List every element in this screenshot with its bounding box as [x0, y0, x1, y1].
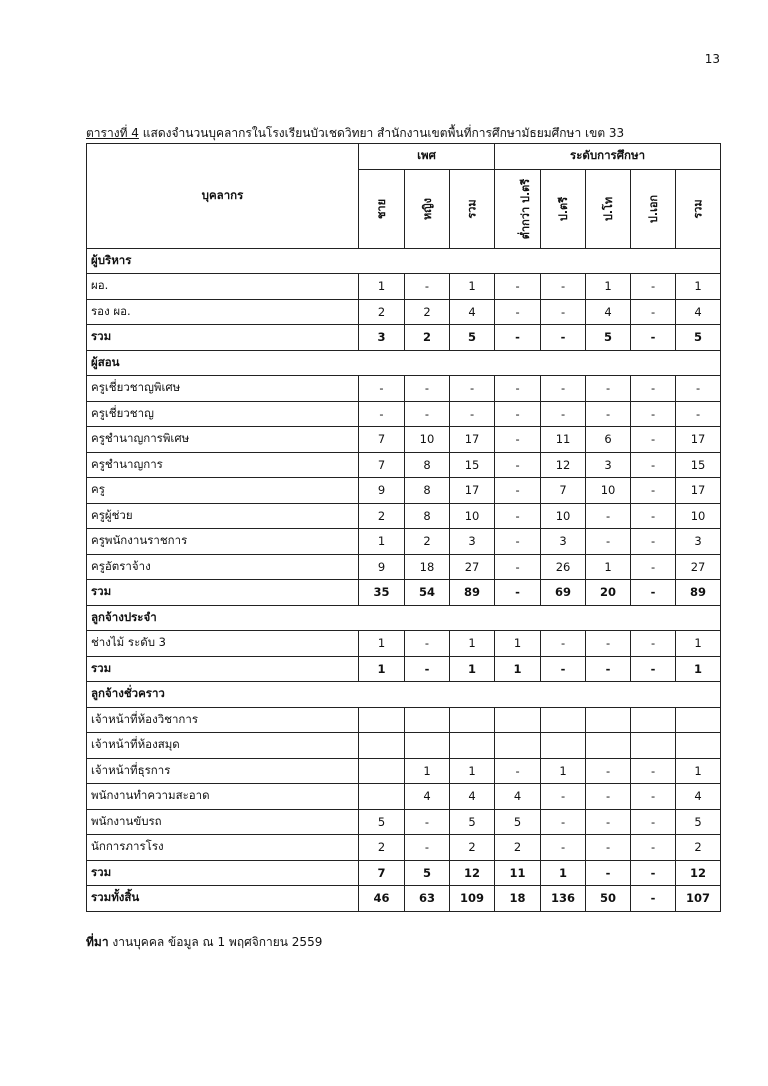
caption-label: ตารางที่ 4	[86, 126, 139, 140]
table-cell: -	[631, 478, 676, 504]
grand-total-row	[87, 886, 721, 912]
table-cell	[359, 733, 405, 759]
table-cell: 1	[676, 274, 721, 300]
table-cell	[586, 733, 631, 759]
table-cell	[359, 707, 405, 733]
table-cell: 50	[586, 886, 631, 912]
table-cell: 20	[586, 580, 631, 606]
header-bachelor	[541, 169, 586, 248]
table-cell: 17	[450, 478, 495, 504]
table-cell: 107	[676, 886, 721, 912]
table-cell: 5	[676, 809, 721, 835]
row-label: รวมทั้งสิ้น	[87, 886, 359, 912]
section-header-row	[87, 248, 721, 274]
table-cell	[405, 707, 450, 733]
table-cell: -	[541, 325, 586, 351]
header-gender: เพศ	[359, 144, 495, 170]
table-cell: -	[631, 580, 676, 606]
row-label: พนักงานทำความสะอาด	[87, 784, 359, 810]
table-cell: 9	[359, 554, 405, 580]
row-label: ครูพนักงานราชการ	[87, 529, 359, 555]
table-cell: -	[541, 299, 586, 325]
row-label: รวม	[87, 580, 359, 606]
table-cell: 5	[495, 809, 541, 835]
table-cell: -	[495, 503, 541, 529]
table-cell	[586, 707, 631, 733]
table-cell: 3	[586, 452, 631, 478]
table-row	[87, 784, 721, 810]
table-cell: 136	[541, 886, 586, 912]
table-cell: 27	[450, 554, 495, 580]
table-cell: -	[631, 656, 676, 682]
table-cell: 1	[541, 758, 586, 784]
table-cell: 7	[359, 427, 405, 453]
table-cell: -	[541, 631, 586, 657]
table-cell: -	[631, 886, 676, 912]
table-cell: 4	[676, 784, 721, 810]
table-cell: 1	[676, 631, 721, 657]
row-label: ผอ.	[87, 274, 359, 300]
header-gender-total	[450, 169, 495, 248]
table-row	[87, 452, 721, 478]
table-cell: 3	[450, 529, 495, 555]
table-row	[87, 401, 721, 427]
table-cell: 3	[541, 529, 586, 555]
table-cell: 10	[405, 427, 450, 453]
table-row	[87, 274, 721, 300]
table-cell: -	[631, 784, 676, 810]
table-cell: 27	[676, 554, 721, 580]
table-row	[87, 809, 721, 835]
header-below-bachelor-text: ต่ำกว่า ป.ตรี	[519, 178, 533, 239]
row-label: ครู	[87, 478, 359, 504]
table-cell: -	[676, 376, 721, 402]
table-cell: 5	[676, 325, 721, 351]
table-cell: 6	[586, 427, 631, 453]
table-cell: 8	[405, 503, 450, 529]
table-cell	[541, 707, 586, 733]
table-cell: -	[541, 809, 586, 835]
table-cell: 10	[586, 478, 631, 504]
row-label: ช่างไม้ ระดับ 3	[87, 631, 359, 657]
table-cell: 1	[359, 631, 405, 657]
header-bachelor-text: ป.ตรี	[557, 196, 571, 221]
table-cell: 2	[405, 529, 450, 555]
page-number: 13	[704, 52, 720, 66]
table-cell: 1	[541, 860, 586, 886]
table-cell: 26	[541, 554, 586, 580]
table-cell: -	[405, 809, 450, 835]
header-master	[586, 169, 631, 248]
table-cell: 12	[541, 452, 586, 478]
table-cell: 8	[405, 478, 450, 504]
table-cell	[450, 733, 495, 759]
section-header-row	[87, 682, 721, 708]
table-cell: -	[586, 503, 631, 529]
table-cell: -	[450, 401, 495, 427]
table-cell: -	[405, 401, 450, 427]
table-cell: 1	[450, 656, 495, 682]
table-cell: -	[359, 401, 405, 427]
table-cell: 1	[676, 656, 721, 682]
table-cell	[676, 707, 721, 733]
table-cell: -	[586, 809, 631, 835]
header-education: ระดับการศึกษา	[495, 144, 721, 170]
table-cell: 15	[450, 452, 495, 478]
table-cell: 7	[541, 478, 586, 504]
header-gender-total-text: รวม	[466, 198, 480, 219]
table-cell: -	[495, 401, 541, 427]
section-title: ลูกจ้างชั่วคราว	[87, 682, 721, 708]
table-cell: -	[586, 758, 631, 784]
header-doctorate-text: ป.เอก	[647, 194, 661, 223]
section-title: ลูกจ้างประจำ	[87, 605, 721, 631]
personnel-table	[86, 143, 721, 912]
table-cell: 2	[405, 299, 450, 325]
table-cell: -	[631, 325, 676, 351]
table-row	[87, 376, 721, 402]
header-personnel: บุคลากร	[87, 144, 359, 249]
table-cell: 7	[359, 860, 405, 886]
table-cell: 1	[676, 758, 721, 784]
table-cell: 18	[495, 886, 541, 912]
table-cell: 3	[359, 325, 405, 351]
table-cell: 2	[359, 503, 405, 529]
table-cell: 5	[586, 325, 631, 351]
table-cell: 3	[676, 529, 721, 555]
header-edu-total	[676, 169, 721, 248]
table-cell: -	[495, 376, 541, 402]
table-cell: -	[495, 325, 541, 351]
table-cell: -	[631, 503, 676, 529]
table-cell: 35	[359, 580, 405, 606]
row-label: ครูเชี่ยวชาญ	[87, 401, 359, 427]
table-cell: -	[631, 274, 676, 300]
table-cell: 63	[405, 886, 450, 912]
section-header-row	[87, 605, 721, 631]
table-cell: -	[405, 656, 450, 682]
table-cell: -	[359, 376, 405, 402]
table-row	[87, 554, 721, 580]
table-cell: 89	[450, 580, 495, 606]
table-cell: -	[495, 452, 541, 478]
table-cell: 10	[541, 503, 586, 529]
header-edu-total-text: รวม	[692, 198, 706, 219]
header-male	[359, 169, 405, 248]
row-label: รวม	[87, 325, 359, 351]
table-cell: 4	[450, 784, 495, 810]
header-male-text: ชาย	[375, 198, 389, 219]
table-cell: 7	[359, 452, 405, 478]
table-cell: -	[405, 376, 450, 402]
section-total-row	[87, 860, 721, 886]
table-cell: 2	[405, 325, 450, 351]
table-cell: 5	[450, 809, 495, 835]
table-cell: 5	[359, 809, 405, 835]
table-cell: 17	[450, 427, 495, 453]
table-cell: -	[631, 809, 676, 835]
table-cell: -	[631, 758, 676, 784]
row-label: เจ้าหน้าที่ห้องสมุด	[87, 733, 359, 759]
table-cell: -	[495, 529, 541, 555]
table-cell: 1	[405, 758, 450, 784]
table-cell: 4	[676, 299, 721, 325]
table-cell: 2	[450, 835, 495, 861]
source-note	[86, 933, 322, 952]
table-cell: -	[631, 529, 676, 555]
table-cell: 2	[676, 835, 721, 861]
section-total-row	[87, 325, 721, 351]
table-cell	[405, 733, 450, 759]
table-cell: -	[495, 299, 541, 325]
table-cell	[631, 733, 676, 759]
table-cell: -	[676, 401, 721, 427]
table-cell: -	[631, 554, 676, 580]
table-cell: 17	[676, 427, 721, 453]
table-cell: 1	[359, 656, 405, 682]
table-cell: 8	[405, 452, 450, 478]
table-cell: -	[541, 376, 586, 402]
table-cell: -	[541, 835, 586, 861]
section-total-row	[87, 580, 721, 606]
table-cell: 1	[450, 274, 495, 300]
section-title: ผู้บริหาร	[87, 248, 721, 274]
table-cell: 5	[405, 860, 450, 886]
table-caption	[86, 124, 726, 143]
table-cell: -	[495, 478, 541, 504]
table-row	[87, 733, 721, 759]
row-label: รวม	[87, 860, 359, 886]
row-label: เจ้าหน้าที่ห้องวิชาการ	[87, 707, 359, 733]
table-cell	[359, 758, 405, 784]
table-cell: -	[631, 860, 676, 886]
row-label: ครูชำนาญการพิเศษ	[87, 427, 359, 453]
header-female	[405, 169, 450, 248]
table-cell: -	[631, 427, 676, 453]
table-cell: 1	[359, 274, 405, 300]
table-cell: -	[586, 656, 631, 682]
table-row	[87, 707, 721, 733]
table-row	[87, 758, 721, 784]
table-cell: 1	[495, 656, 541, 682]
table-cell: -	[631, 835, 676, 861]
table-cell: 69	[541, 580, 586, 606]
section-title: ผู้สอน	[87, 350, 721, 376]
table-cell: -	[541, 401, 586, 427]
row-label: ครูชำนาญการ	[87, 452, 359, 478]
header-below-bachelor	[495, 169, 541, 248]
table-row	[87, 299, 721, 325]
table-cell: 11	[495, 860, 541, 886]
table-cell: 1	[586, 274, 631, 300]
table-row	[87, 478, 721, 504]
table-cell: 2	[495, 835, 541, 861]
table-cell: -	[541, 656, 586, 682]
row-label: รวม	[87, 656, 359, 682]
table-cell: 11	[541, 427, 586, 453]
table-cell: -	[586, 401, 631, 427]
table-cell	[676, 733, 721, 759]
source-text: งานบุคคล ข้อมูล ณ 1 พฤศจิกายน 2559	[112, 935, 323, 949]
header-female-text: หญิง	[421, 197, 434, 220]
table-cell: -	[631, 401, 676, 427]
table-cell	[359, 784, 405, 810]
table-cell: 4	[405, 784, 450, 810]
header-doctorate	[631, 169, 676, 248]
header-master-text: ป.โท	[602, 196, 616, 221]
table-cell: -	[450, 376, 495, 402]
table-cell: -	[586, 784, 631, 810]
table-cell: -	[586, 529, 631, 555]
table-cell: -	[586, 376, 631, 402]
table-cell: 2	[359, 835, 405, 861]
row-label: ครูผู้ช่วย	[87, 503, 359, 529]
table-cell: 1	[586, 554, 631, 580]
caption-text: แสดงจำนวนบุคลากรในโรงเรียนบัวเชดวิทยา สำนักงานเขตพื้นที่การศึกษามัธยมศึกษา เขต 33	[142, 126, 625, 140]
table-cell: 1	[450, 758, 495, 784]
table-cell: -	[495, 758, 541, 784]
table-cell: -	[631, 299, 676, 325]
table-cell: 54	[405, 580, 450, 606]
table-cell: -	[495, 427, 541, 453]
row-label: พนักงานขับรถ	[87, 809, 359, 835]
table-cell: 12	[676, 860, 721, 886]
table-cell: -	[586, 631, 631, 657]
table-cell: 10	[676, 503, 721, 529]
table-row	[87, 427, 721, 453]
table-cell: -	[631, 376, 676, 402]
table-cell: 109	[450, 886, 495, 912]
table-cell: 12	[450, 860, 495, 886]
table-cell: 1	[359, 529, 405, 555]
table-cell: -	[405, 274, 450, 300]
row-label: นักการภารโรง	[87, 835, 359, 861]
table-cell: -	[495, 274, 541, 300]
table-cell: -	[405, 835, 450, 861]
table-cell: -	[495, 554, 541, 580]
section-total-row	[87, 656, 721, 682]
table-row	[87, 529, 721, 555]
table-cell: 18	[405, 554, 450, 580]
table-cell: 2	[359, 299, 405, 325]
table-cell: 15	[676, 452, 721, 478]
row-label: รอง ผอ.	[87, 299, 359, 325]
table-cell: -	[631, 452, 676, 478]
table-row	[87, 503, 721, 529]
table-cell: -	[586, 835, 631, 861]
table-cell: 4	[586, 299, 631, 325]
table-cell: 1	[450, 631, 495, 657]
table-cell: 89	[676, 580, 721, 606]
table-row	[87, 835, 721, 861]
table-cell: 1	[495, 631, 541, 657]
source-label: ที่มา	[86, 935, 109, 949]
table-cell: -	[541, 784, 586, 810]
table-row	[87, 631, 721, 657]
row-label: เจ้าหน้าที่ธุรการ	[87, 758, 359, 784]
table-cell: -	[541, 274, 586, 300]
table-cell: 9	[359, 478, 405, 504]
table-cell: -	[586, 860, 631, 886]
table-cell	[495, 733, 541, 759]
table-cell: 4	[450, 299, 495, 325]
table-cell	[495, 707, 541, 733]
row-label: ครูเชี่ยวชาญพิเศษ	[87, 376, 359, 402]
table-cell: 4	[495, 784, 541, 810]
table-cell: -	[631, 631, 676, 657]
table-cell	[541, 733, 586, 759]
row-label: ครูอัตราจ้าง	[87, 554, 359, 580]
section-header-row	[87, 350, 721, 376]
table-cell: 17	[676, 478, 721, 504]
table-cell: -	[495, 580, 541, 606]
table-cell: -	[405, 631, 450, 657]
table-cell: 46	[359, 886, 405, 912]
table-cell	[450, 707, 495, 733]
table-cell: 5	[450, 325, 495, 351]
table-cell	[631, 707, 676, 733]
table-cell: 10	[450, 503, 495, 529]
